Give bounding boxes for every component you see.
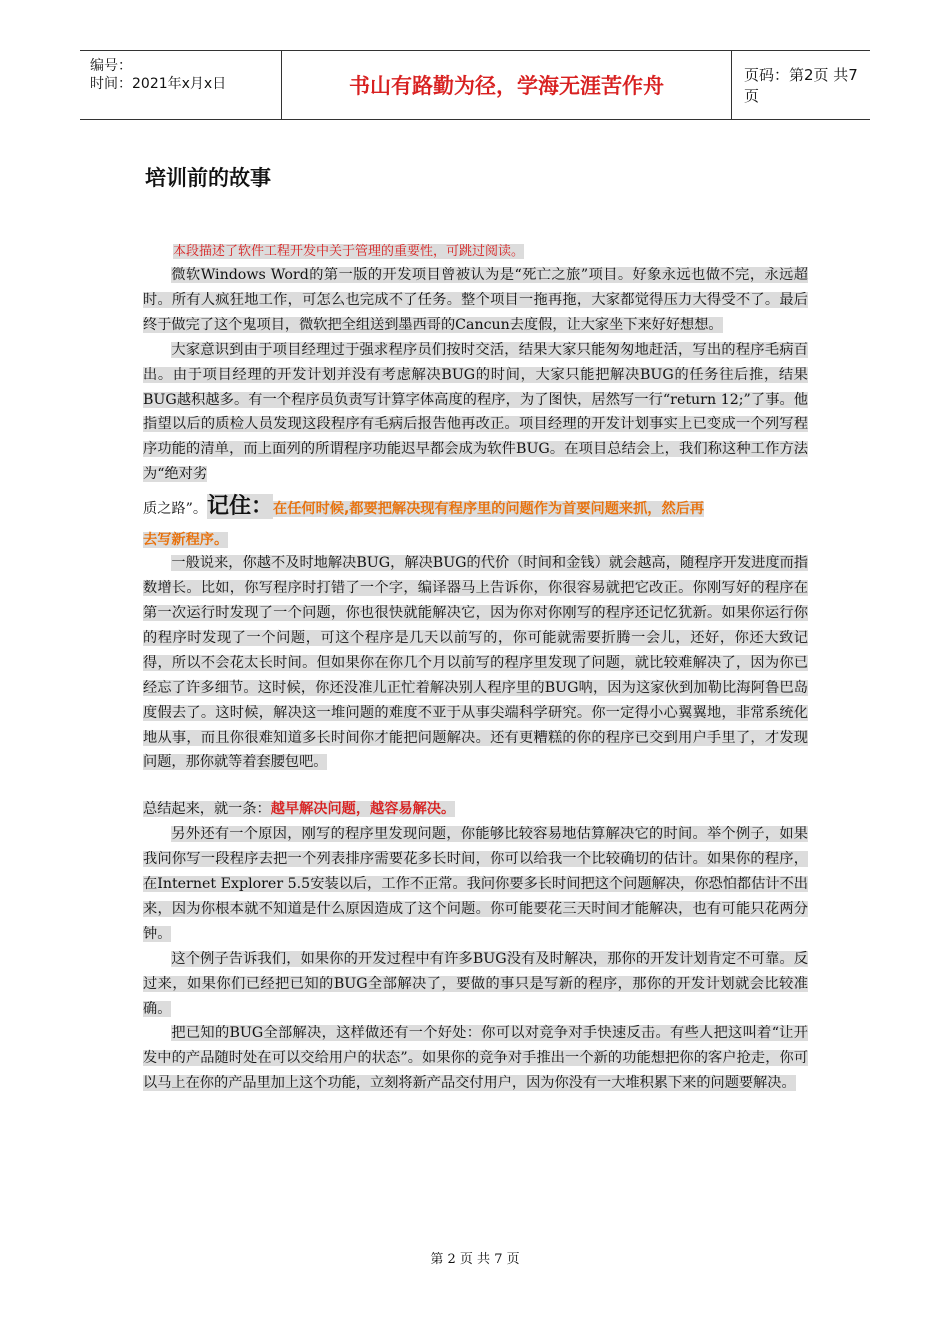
page-footer: 第 2 页 共 7 页 bbox=[430, 1252, 520, 1267]
paragraph-3 bbox=[143, 551, 808, 775]
paragraph-2-end: 质之路”。 bbox=[143, 501, 208, 518]
remember-text-b: 去写新程序。 bbox=[143, 532, 229, 549]
header-motto: 书山有路勤为径，学海无涯苦作舟 bbox=[282, 51, 732, 119]
header-page-number: 页码：第2页 共7页 bbox=[744, 66, 858, 105]
paragraph-6-text: 把已知的BUG全部解决，这样做还有一个好处：你可以对竞争对手快速反击。有些人把这叫着“让开发中的产品随时处在可以交给用户的状态”。如果你的竞争对手推出一个新的功能想把你的客户抢走，你可以马上在你的产品里加上这个功能，立刻将新产品交付用户，因为你没有一大堆积累下来的问题要解决。 bbox=[143, 1025, 808, 1092]
remember-label: 记住： bbox=[207, 494, 274, 520]
header-meta bbox=[80, 51, 282, 119]
remember-line bbox=[143, 487, 808, 529]
document-body bbox=[143, 241, 808, 1096]
paragraph-4-text: 另外还有一个原因，刚写的程序里发现问题，你能够比较容易地估算解决它的时间。举个例子，如果我问你写一段程序去把一个列表排序需要花多长时间，你可以给我一个比较确切的估计。如果你的程序，在Internet Explorer 5.5安装以后，工作不正常。我问你要多长时间把这个问题解决，你恐怕都估计不出来，因为你根本就不知道是什么原因造成了这个问题。你可能要花三天时间才能解决，也有可能只花两分钟。 bbox=[143, 826, 808, 942]
remember-line-2 bbox=[143, 529, 808, 551]
summary-line bbox=[143, 797, 808, 822]
skip-note-text: 本段描述了软件工程开发中关于管理的重要性，可跳过阅读。 bbox=[173, 244, 525, 259]
page-header bbox=[80, 50, 870, 120]
paragraph-1-text: 微软Windows Word的第一版的开发项目曾被认为是“死亡之旅”项目。好象永远也做不完，永远超时。所有人疯狂地工作，可怎么也完成不了任务。整个项目一拖再拖，大家都觉得压力大得受不了。最后终于做完了这个鬼项目，微软把全组送到墨西哥的Cancun去度假，让大家坐下来好好想想。 bbox=[143, 267, 808, 333]
paragraph-5 bbox=[143, 947, 808, 1022]
paragraph-2 bbox=[143, 338, 808, 487]
header-number: 编号： bbox=[90, 58, 132, 74]
paragraph-2-text: 大家意识到由于项目经理过于强求程序员们按时交活，结果大家只能匆匆地赶活，写出的程序毛病百出。由于项目经理的开发计划并没有考虑解决BUG的时间，大家只能把解决BUG的任务往后推，结果BUG越积越多。有一个程序员负责写计算字体高度的程序，为了图快，居然写一行“return 12;”了事。他指望以后的质检人员发现这段程序有毛病后报告他再改正。项目经理的开发计划事实上已变成一个列写程序功能的清单，而上面列的所谓程序功能迟早都会成为软件BUG。在项目总结会上，我们称这种工作方法为“绝对劣 bbox=[143, 341, 808, 483]
paragraph-1 bbox=[143, 263, 808, 338]
skip-note bbox=[143, 241, 808, 263]
paragraph-6 bbox=[143, 1021, 808, 1096]
header-time: 时间：2021年x月x日 bbox=[90, 76, 227, 92]
paragraph-5-text: 这个例子告诉我们，如果你的开发过程中有许多BUG没有及时解决，那你的开发计划肯定不可靠。反过来，如果你们已经把已知的BUG全部解决了，要做的事只是写新的程序，那你的开发计划就会比较准确。 bbox=[143, 950, 808, 1017]
summary-bold: 越早解决问题，越容易解决。 bbox=[270, 801, 456, 818]
paragraph-4 bbox=[143, 822, 808, 947]
summary-prefix: 总结起来，就一条： bbox=[143, 801, 271, 818]
paragraph-3-text: 一般说来，你越不及时地解决BUG，解决BUG的代价（时间和金钱）就会越高，随程序开发进度而指数增长。比如，你写程序时打错了一个字，编译器马上告诉你，你很容易就把它改正。你刚写好的程序在第一次运行时发现了一个问题，你也很快就能解决它，因为你对你刚写的程序还记忆犹新。如果你运行你的程序时发现了一个问题，可这个程序是几天以前写的，你可能就需要折腾一会儿，还好，你还大致记得，所以不会花太长时间。但如果你在你几个月以前写的程序里发现了问题，就比较难解决了，因为你已经忘了许多细节。这时候，你还没准儿正忙着解决别人程序里的BUG呐，因为这家伙到加勒比海阿鲁巴岛度假去了。这时候，解决这一堆问题的难度不亚于从事尖端科学研究。你一定得小心翼翼地，非常系统化地从事，而且你很难知道多长时间你才能把问题解决。还有更糟糕的你的程序已交到用户手里了，才发现问题，那你就等着套腰包吧。 bbox=[143, 555, 808, 771]
page-title: 培训前的故事 bbox=[145, 166, 271, 190]
remember-text-a: 在任何时候,都要把解决现有程序里的问题作为首要问题来抓，然后再 bbox=[273, 501, 705, 518]
